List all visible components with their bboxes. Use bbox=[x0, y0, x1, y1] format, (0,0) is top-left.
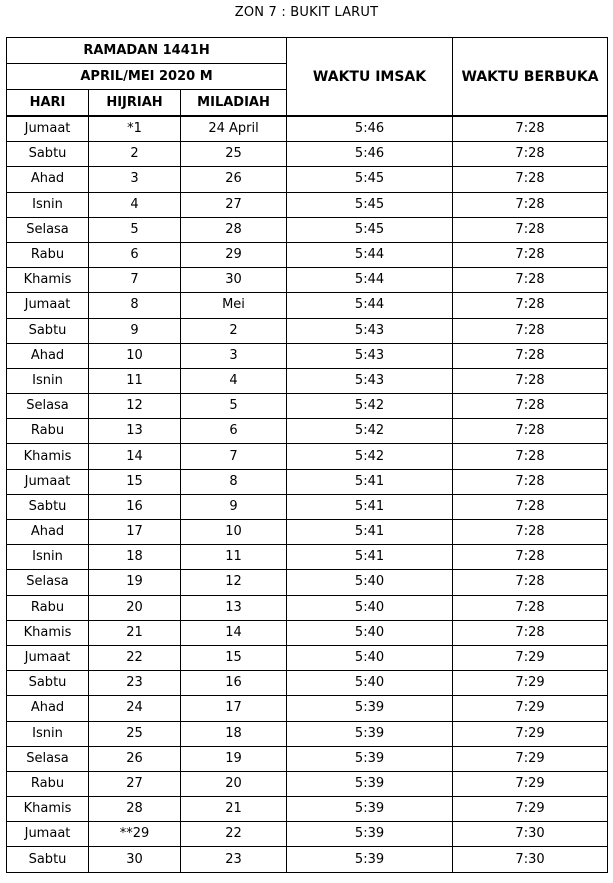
berbuka-cell: 7:28 bbox=[453, 116, 608, 142]
miladiah-cell: 12 bbox=[181, 570, 287, 595]
imsak-cell: 5:45 bbox=[287, 167, 453, 192]
hijriah-column-header: HIJRIAH bbox=[89, 90, 181, 117]
berbuka-cell: 7:28 bbox=[453, 570, 608, 595]
hari-cell: Jumaat bbox=[7, 116, 89, 142]
imsak-cell: 5:42 bbox=[287, 419, 453, 444]
hijriah-cell: 17 bbox=[89, 520, 181, 545]
table-row bbox=[7, 469, 608, 494]
berbuka-cell: 7:28 bbox=[453, 368, 608, 393]
hari-cell: Sabtu bbox=[7, 318, 89, 343]
berbuka-cell: 7:29 bbox=[453, 645, 608, 670]
hari-cell: Sabtu bbox=[7, 142, 89, 167]
hijriah-cell: **29 bbox=[89, 822, 181, 847]
miladiah-cell: 25 bbox=[181, 142, 287, 167]
hari-cell: Jumaat bbox=[7, 822, 89, 847]
table-row bbox=[7, 494, 608, 519]
miladiah-cell: 10 bbox=[181, 520, 287, 545]
berbuka-cell: 7:30 bbox=[453, 822, 608, 847]
table-row bbox=[7, 217, 608, 242]
hari-cell: Ahad bbox=[7, 520, 89, 545]
hari-cell: Selasa bbox=[7, 394, 89, 419]
miladiah-cell: 5 bbox=[181, 394, 287, 419]
table-row bbox=[7, 444, 608, 469]
hari-cell: Isnin bbox=[7, 368, 89, 393]
miladiah-cell: 26 bbox=[181, 167, 287, 192]
miladiah-cell: 14 bbox=[181, 620, 287, 645]
berbuka-cell: 7:28 bbox=[453, 242, 608, 267]
hari-cell: Jumaat bbox=[7, 469, 89, 494]
hari-cell: Ahad bbox=[7, 343, 89, 368]
table-row bbox=[7, 797, 608, 822]
imsak-cell: 5:40 bbox=[287, 671, 453, 696]
imsak-cell: 5:39 bbox=[287, 797, 453, 822]
imsak-cell: 5:39 bbox=[287, 696, 453, 721]
table-row bbox=[7, 847, 608, 872]
hijriah-cell: 22 bbox=[89, 645, 181, 670]
hari-cell: Khamis bbox=[7, 620, 89, 645]
imsak-cell: 5:45 bbox=[287, 192, 453, 217]
miladiah-cell: 15 bbox=[181, 645, 287, 670]
berbuka-cell: 7:28 bbox=[453, 394, 608, 419]
table-row bbox=[7, 746, 608, 771]
hijriah-cell: 25 bbox=[89, 721, 181, 746]
hijriah-cell: 16 bbox=[89, 494, 181, 519]
imsak-cell: 5:39 bbox=[287, 822, 453, 847]
table-row bbox=[7, 242, 608, 267]
hijriah-cell: 27 bbox=[89, 771, 181, 796]
table-row bbox=[7, 192, 608, 217]
miladiah-cell: 21 bbox=[181, 797, 287, 822]
imsak-cell: 5:39 bbox=[287, 746, 453, 771]
miladiah-cell: 16 bbox=[181, 671, 287, 696]
hijriah-cell: 4 bbox=[89, 192, 181, 217]
hijriah-cell: 5 bbox=[89, 217, 181, 242]
imsak-cell: 5:44 bbox=[287, 293, 453, 318]
hari-cell: Ahad bbox=[7, 696, 89, 721]
hijriah-cell: 14 bbox=[89, 444, 181, 469]
hari-column-header: HARI bbox=[7, 90, 89, 117]
hari-cell: Khamis bbox=[7, 268, 89, 293]
imsak-cell: 5:40 bbox=[287, 620, 453, 645]
berbuka-cell: 7:28 bbox=[453, 318, 608, 343]
miladiah-cell: 13 bbox=[181, 595, 287, 620]
berbuka-cell: 7:29 bbox=[453, 721, 608, 746]
table-row bbox=[7, 771, 608, 796]
table-row bbox=[7, 595, 608, 620]
miladiah-cell: 7 bbox=[181, 444, 287, 469]
miladiah-cell: 3 bbox=[181, 343, 287, 368]
table-row bbox=[7, 368, 608, 393]
miladiah-cell: 28 bbox=[181, 217, 287, 242]
hari-cell: Isnin bbox=[7, 545, 89, 570]
hijriah-cell: 20 bbox=[89, 595, 181, 620]
imsak-cell: 5:41 bbox=[287, 545, 453, 570]
imsak-cell: 5:42 bbox=[287, 394, 453, 419]
hijriah-cell: 9 bbox=[89, 318, 181, 343]
berbuka-cell: 7:28 bbox=[453, 419, 608, 444]
berbuka-cell: 7:28 bbox=[453, 469, 608, 494]
miladiah-cell: 4 bbox=[181, 368, 287, 393]
imsak-cell: 5:39 bbox=[287, 847, 453, 872]
table-row bbox=[7, 696, 608, 721]
hari-cell: Khamis bbox=[7, 797, 89, 822]
table-row bbox=[7, 419, 608, 444]
hari-cell: Jumaat bbox=[7, 293, 89, 318]
berbuka-cell: 7:29 bbox=[453, 771, 608, 796]
imsak-cell: 5:44 bbox=[287, 242, 453, 267]
hijriah-cell: 15 bbox=[89, 469, 181, 494]
table-row bbox=[7, 167, 608, 192]
hijriah-cell: 6 bbox=[89, 242, 181, 267]
miladiah-cell: 19 bbox=[181, 746, 287, 771]
imsak-cell: 5:43 bbox=[287, 318, 453, 343]
miladiah-cell: 27 bbox=[181, 192, 287, 217]
imsak-cell: 5:41 bbox=[287, 494, 453, 519]
imsak-cell: 5:39 bbox=[287, 771, 453, 796]
hari-cell: Rabu bbox=[7, 242, 89, 267]
hijriah-cell: 23 bbox=[89, 671, 181, 696]
table-row bbox=[7, 318, 608, 343]
miladiah-cell: 20 bbox=[181, 771, 287, 796]
berbuka-cell: 7:28 bbox=[453, 268, 608, 293]
imsak-cell: 5:41 bbox=[287, 469, 453, 494]
hari-cell: Isnin bbox=[7, 721, 89, 746]
hijriah-cell: 10 bbox=[89, 343, 181, 368]
imsak-cell: 5:40 bbox=[287, 645, 453, 670]
zone-title: ZON 7 : BUKIT LARUT bbox=[234, 5, 379, 20]
imsak-cell: 5:41 bbox=[287, 520, 453, 545]
imsak-cell: 5:40 bbox=[287, 595, 453, 620]
imsak-cell: 5:46 bbox=[287, 142, 453, 167]
table-row bbox=[7, 520, 608, 545]
imsak-cell: 5:46 bbox=[287, 116, 453, 142]
hijriah-cell: 30 bbox=[89, 847, 181, 872]
table-row bbox=[7, 671, 608, 696]
berbuka-cell: 7:28 bbox=[453, 620, 608, 645]
imsak-cell: 5:45 bbox=[287, 217, 453, 242]
miladiah-cell: 30 bbox=[181, 268, 287, 293]
table-row bbox=[7, 620, 608, 645]
hari-cell: Ahad bbox=[7, 167, 89, 192]
table-row bbox=[7, 142, 608, 167]
table-row bbox=[7, 721, 608, 746]
berbuka-cell: 7:28 bbox=[453, 444, 608, 469]
hijriah-cell: 28 bbox=[89, 797, 181, 822]
hijriah-cell: 7 bbox=[89, 268, 181, 293]
miladiah-cell: 2 bbox=[181, 318, 287, 343]
miladiah-cell: 6 bbox=[181, 419, 287, 444]
hari-cell: Sabtu bbox=[7, 671, 89, 696]
imsak-cell: 5:43 bbox=[287, 368, 453, 393]
table-row bbox=[7, 394, 608, 419]
table-row bbox=[7, 822, 608, 847]
hijriah-cell: 3 bbox=[89, 167, 181, 192]
period-heading: APRIL/MEI 2020 M bbox=[7, 64, 287, 90]
imsak-cell: 5:39 bbox=[287, 721, 453, 746]
imsak-column-header: WAKTU IMSAK bbox=[287, 38, 453, 117]
hijriah-cell: 12 bbox=[89, 394, 181, 419]
hijriah-cell: 26 bbox=[89, 746, 181, 771]
berbuka-cell: 7:29 bbox=[453, 696, 608, 721]
berbuka-cell: 7:28 bbox=[453, 343, 608, 368]
miladiah-cell: 22 bbox=[181, 822, 287, 847]
miladiah-column-header: MILADIAH bbox=[181, 90, 287, 117]
hijriah-cell: *1 bbox=[89, 116, 181, 142]
miladiah-cell: 18 bbox=[181, 721, 287, 746]
miladiah-cell: 11 bbox=[181, 545, 287, 570]
berbuka-cell: 7:30 bbox=[453, 847, 608, 872]
hari-cell: Sabtu bbox=[7, 494, 89, 519]
hari-cell: Selasa bbox=[7, 570, 89, 595]
hari-cell: Khamis bbox=[7, 444, 89, 469]
table-row bbox=[7, 293, 608, 318]
miladiah-cell: 23 bbox=[181, 847, 287, 872]
berbuka-cell: 7:29 bbox=[453, 746, 608, 771]
berbuka-cell: 7:28 bbox=[453, 192, 608, 217]
hari-cell: Jumaat bbox=[7, 645, 89, 670]
hari-cell: Rabu bbox=[7, 419, 89, 444]
berbuka-column-header: WAKTU BERBUKA bbox=[453, 38, 608, 117]
hijriah-cell: 19 bbox=[89, 570, 181, 595]
hijriah-cell: 8 bbox=[89, 293, 181, 318]
hijriah-cell: 11 bbox=[89, 368, 181, 393]
berbuka-cell: 7:28 bbox=[453, 520, 608, 545]
berbuka-cell: 7:28 bbox=[453, 494, 608, 519]
hari-cell: Selasa bbox=[7, 217, 89, 242]
hari-cell: Rabu bbox=[7, 771, 89, 796]
hijriah-cell: 13 bbox=[89, 419, 181, 444]
berbuka-cell: 7:29 bbox=[453, 671, 608, 696]
berbuka-cell: 7:28 bbox=[453, 217, 608, 242]
berbuka-cell: 7:28 bbox=[453, 545, 608, 570]
miladiah-cell: 24 April bbox=[181, 116, 287, 142]
hijriah-cell: 2 bbox=[89, 142, 181, 167]
table-body bbox=[7, 116, 608, 872]
hijriah-cell: 18 bbox=[89, 545, 181, 570]
table-row bbox=[7, 268, 608, 293]
miladiah-cell: 8 bbox=[181, 469, 287, 494]
ramadan-schedule-table bbox=[6, 37, 608, 873]
hari-cell: Rabu bbox=[7, 595, 89, 620]
hari-cell: Selasa bbox=[7, 746, 89, 771]
imsak-cell: 5:40 bbox=[287, 570, 453, 595]
miladiah-cell: 9 bbox=[181, 494, 287, 519]
hari-cell: Isnin bbox=[7, 192, 89, 217]
hari-cell: Sabtu bbox=[7, 847, 89, 872]
miladiah-cell: 17 bbox=[181, 696, 287, 721]
table-row bbox=[7, 116, 608, 142]
berbuka-cell: 7:29 bbox=[453, 797, 608, 822]
miladiah-cell: 29 bbox=[181, 242, 287, 267]
berbuka-cell: 7:28 bbox=[453, 142, 608, 167]
imsak-cell: 5:43 bbox=[287, 343, 453, 368]
imsak-cell: 5:44 bbox=[287, 268, 453, 293]
table-row bbox=[7, 545, 608, 570]
berbuka-cell: 7:28 bbox=[453, 293, 608, 318]
hijriah-cell: 24 bbox=[89, 696, 181, 721]
imsak-cell: 5:42 bbox=[287, 444, 453, 469]
table-row bbox=[7, 570, 608, 595]
table-header bbox=[7, 38, 608, 117]
miladiah-cell: Mei bbox=[181, 293, 287, 318]
table-row bbox=[7, 645, 608, 670]
berbuka-cell: 7:28 bbox=[453, 167, 608, 192]
hijriah-cell: 21 bbox=[89, 620, 181, 645]
ramadan-heading: RAMADAN 1441H bbox=[7, 38, 287, 64]
table-row bbox=[7, 343, 608, 368]
berbuka-cell: 7:28 bbox=[453, 595, 608, 620]
